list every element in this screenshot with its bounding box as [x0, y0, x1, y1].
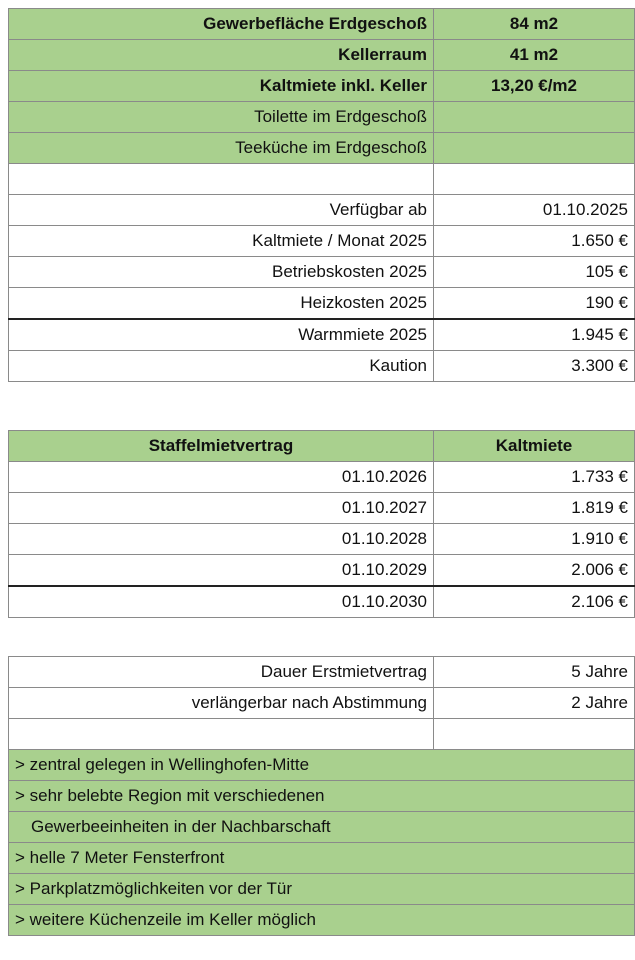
- table-row: [9, 195, 635, 226]
- highlight-row: [9, 874, 635, 905]
- table-header-row: [9, 431, 635, 462]
- highlight-text: Gewerbeeinheiten in der Nachbarschaft: [9, 812, 635, 843]
- empty-row: [9, 164, 635, 195]
- table-row: [9, 71, 635, 102]
- staffel-value: 1.733 €: [434, 462, 635, 493]
- table-row: [9, 40, 635, 71]
- cost-value: 1.650 €: [434, 226, 635, 257]
- highlight-row: [9, 812, 635, 843]
- highlight-text: > zentral gelegen in Wellinghofen-Mitte: [9, 750, 635, 781]
- column-header: Kaltmiete: [434, 431, 635, 462]
- feature-value: [434, 102, 635, 133]
- feature-label: Gewerbefläche Erdgeschoß: [9, 9, 434, 40]
- table-row: [9, 226, 635, 257]
- table-row: [9, 493, 635, 524]
- feature-label: Kaltmiete inkl. Keller: [9, 71, 434, 102]
- cost-value: 01.10.2025: [434, 195, 635, 226]
- table-row: [9, 9, 635, 40]
- staffel-table: [8, 430, 635, 618]
- staffel-value: 1.910 €: [434, 524, 635, 555]
- staffel-date: 01.10.2026: [9, 462, 434, 493]
- highlight-row: [9, 843, 635, 874]
- feature-label: Toilette im Erdgeschoß: [9, 102, 434, 133]
- feature-value: 13,20 €/m2: [434, 71, 635, 102]
- cost-value: 105 €: [434, 257, 635, 288]
- table-row: [9, 462, 635, 493]
- table-row: [9, 555, 635, 587]
- staffel-date: 01.10.2028: [9, 524, 434, 555]
- contract-label: Dauer Erstmietvertrag: [9, 657, 434, 688]
- highlight-row: [9, 905, 635, 936]
- table-row: [9, 586, 635, 618]
- table-row: [9, 351, 635, 382]
- cost-label: Betriebskosten 2025: [9, 257, 434, 288]
- column-header: Staffelmietvertrag: [9, 431, 434, 462]
- feature-label: Kellerraum: [9, 40, 434, 71]
- highlight-text: > weitere Küchenzeile im Keller möglich: [9, 905, 635, 936]
- empty-cell: [434, 164, 635, 195]
- staffel-date: 01.10.2029: [9, 555, 434, 587]
- contract-value: 2 Jahre: [434, 688, 635, 719]
- cost-value: 3.300 €: [434, 351, 635, 382]
- empty-row: [9, 719, 635, 750]
- cost-label: Kaltmiete / Monat 2025: [9, 226, 434, 257]
- cost-value: 190 €: [434, 288, 635, 320]
- contract-value: 5 Jahre: [434, 657, 635, 688]
- staffel-value: 2.106 €: [434, 586, 635, 618]
- empty-cell: [434, 719, 635, 750]
- cost-label: Kaution: [9, 351, 434, 382]
- feature-value: 41 m2: [434, 40, 635, 71]
- feature-value: 84 m2: [434, 9, 635, 40]
- cost-label: Heizkosten 2025: [9, 288, 434, 320]
- empty-cell: [9, 164, 434, 195]
- table-row: [9, 288, 635, 320]
- contract-table: [8, 656, 635, 936]
- feature-value: [434, 133, 635, 164]
- highlight-text: > Parkplatzmöglichkeiten vor der Tür: [9, 874, 635, 905]
- highlight-row: [9, 781, 635, 812]
- table-row: [9, 657, 635, 688]
- highlight-text: > sehr belebte Region mit verschiedenen: [9, 781, 635, 812]
- contract-label: verlängerbar nach Abstimmung: [9, 688, 434, 719]
- staffel-date: 01.10.2030: [9, 586, 434, 618]
- table-row: [9, 524, 635, 555]
- cost-label: Warmmiete 2025: [9, 319, 434, 351]
- feature-label: Teeküche im Erdgeschoß: [9, 133, 434, 164]
- table-row: [9, 319, 635, 351]
- cost-label: Verfügbar ab: [9, 195, 434, 226]
- highlight-row: [9, 750, 635, 781]
- staffel-date: 01.10.2027: [9, 493, 434, 524]
- table-row: [9, 133, 635, 164]
- property-details-table: [8, 8, 635, 382]
- table-row: [9, 257, 635, 288]
- table-row: [9, 688, 635, 719]
- table-row: [9, 102, 635, 133]
- staffel-value: 2.006 €: [434, 555, 635, 587]
- cost-value: 1.945 €: [434, 319, 635, 351]
- staffel-value: 1.819 €: [434, 493, 635, 524]
- empty-cell: [9, 719, 434, 750]
- highlight-text: > helle 7 Meter Fensterfront: [9, 843, 635, 874]
